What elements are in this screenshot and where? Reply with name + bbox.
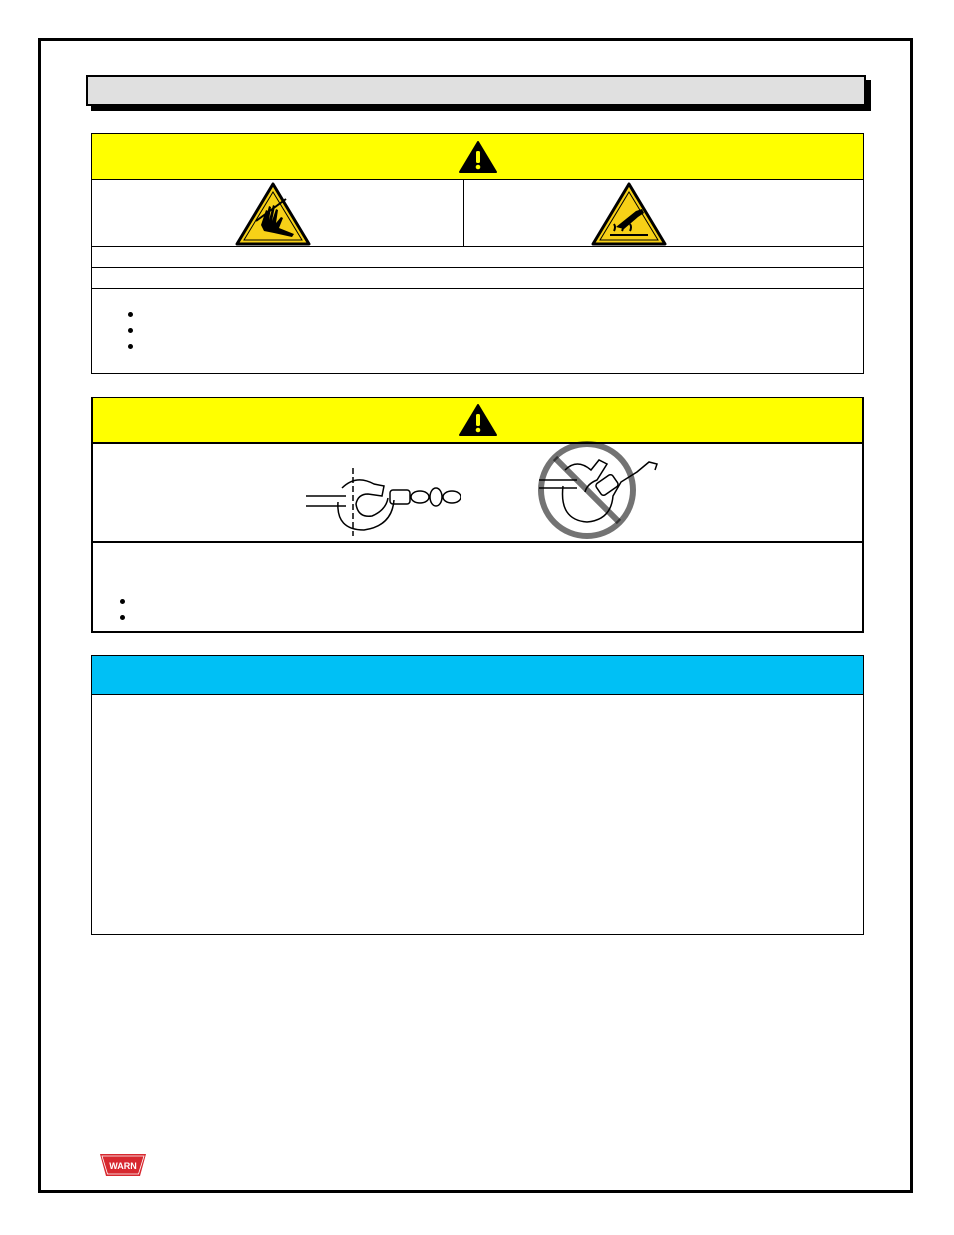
row-divider [93,541,862,543]
warning-box-hook-latch [91,397,864,633]
notice-box [91,655,864,935]
alert-triangle-icon [458,140,498,174]
notice-header [92,656,863,695]
hot-surface-hazard-icon [590,181,668,247]
hand-crush-hazard-icon [234,181,312,247]
hook-latch-open-prohibited-icon [525,440,660,540]
pictogram-divider [463,179,464,247]
warning-header [93,398,862,444]
warning-header [92,134,863,180]
warn-logo [98,1152,148,1178]
row-divider [92,288,863,289]
warning-box-pinch-burn [91,133,864,374]
section-header-bar [86,75,866,106]
alert-triangle-icon [458,403,498,437]
hook-latch-closed-icon [306,466,461,538]
row-divider [92,267,863,268]
row-divider [92,246,863,247]
logo-text: WARN [109,1161,137,1171]
